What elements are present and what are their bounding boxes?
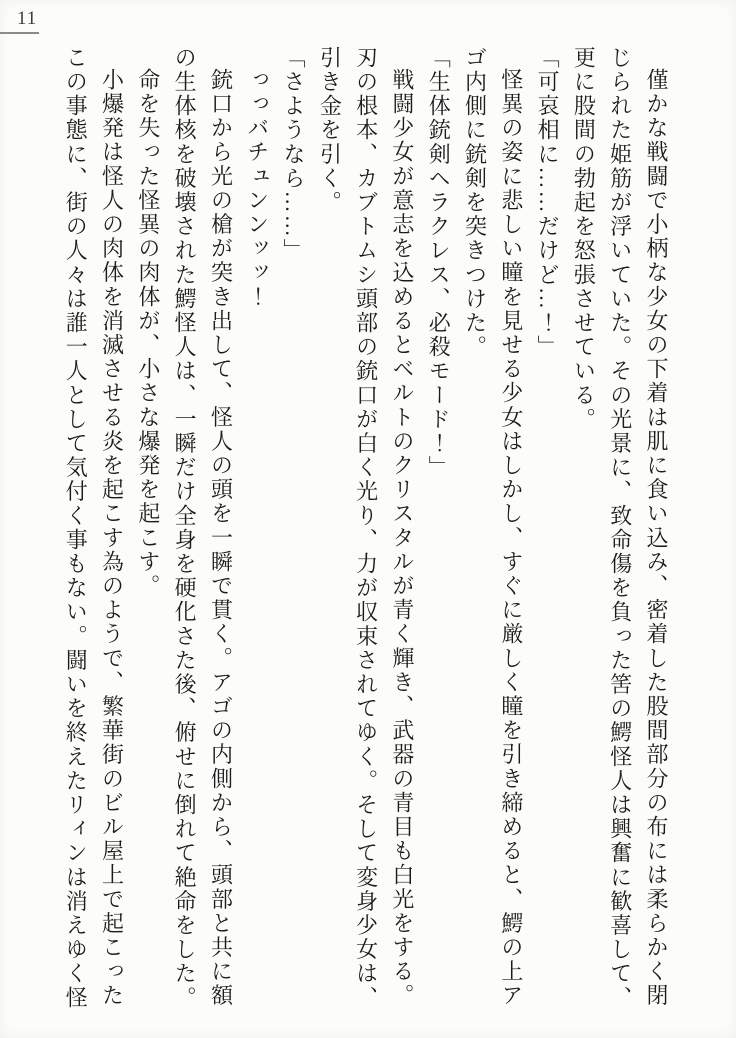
paragraph: 命を失った怪異の肉体が、小さな爆発を起こす。 xyxy=(135,68,161,599)
text-block xyxy=(54,46,674,1014)
paragraph: 「さようなら……」 xyxy=(281,46,307,263)
page-number: 11 xyxy=(17,8,38,29)
paragraph: 小爆発は怪人の肉体を消滅させる炎を起こす為のようで、繁華街のビル屋上で起こったこの事態に、街の人々は誰一人として気付く事もない。闘いを終えたリィンは消えゆく怪 xyxy=(63,46,125,1010)
paragraph: 銃口から光の槍が突き出して、怪人の頭を一瞬で貫く。アゴの内側から、頭部と共に額の生体核を破壊された鰐怪人は、一瞬だけ全身を硬化さた後、俯せに倒れて絶命をした。 xyxy=(172,46,234,1010)
paragraph: っっバチュンンッッ！ xyxy=(244,68,270,309)
paragraph: 「可哀相に……だけど…！」 xyxy=(535,46,561,360)
paragraph: 僅かな戦闘で小柄な少女の下着は肌に食い込み、密着した股間部分の布には柔らかく閉じられた姫筋が浮いていた。その光景に、致命傷を負った筈の鰐怪人は興奮に歓喜して、更に股間の勃起を怒張させている。 xyxy=(571,46,669,1010)
page-number-rule xyxy=(0,32,39,34)
paragraph: 怪異の姿に悲しい瞳を見せる少女はしかし、すぐに厳しく瞳を引き締めると、鰐の上アゴ内側に銃剣を突きつけた。 xyxy=(462,46,524,1008)
paragraph: 「生体銃剣ヘラクレス、必殺モード！」 xyxy=(426,46,452,480)
paragraph: 戦闘少女が意志を込めるとベルトのクリスタルが青く輝き、武器の青目も白光をする。刃の根本、カブトムシ頭部の銃口が白く光り、力が収束されてゆく。そして変身少女は、引き金を引く。 xyxy=(317,46,415,1010)
